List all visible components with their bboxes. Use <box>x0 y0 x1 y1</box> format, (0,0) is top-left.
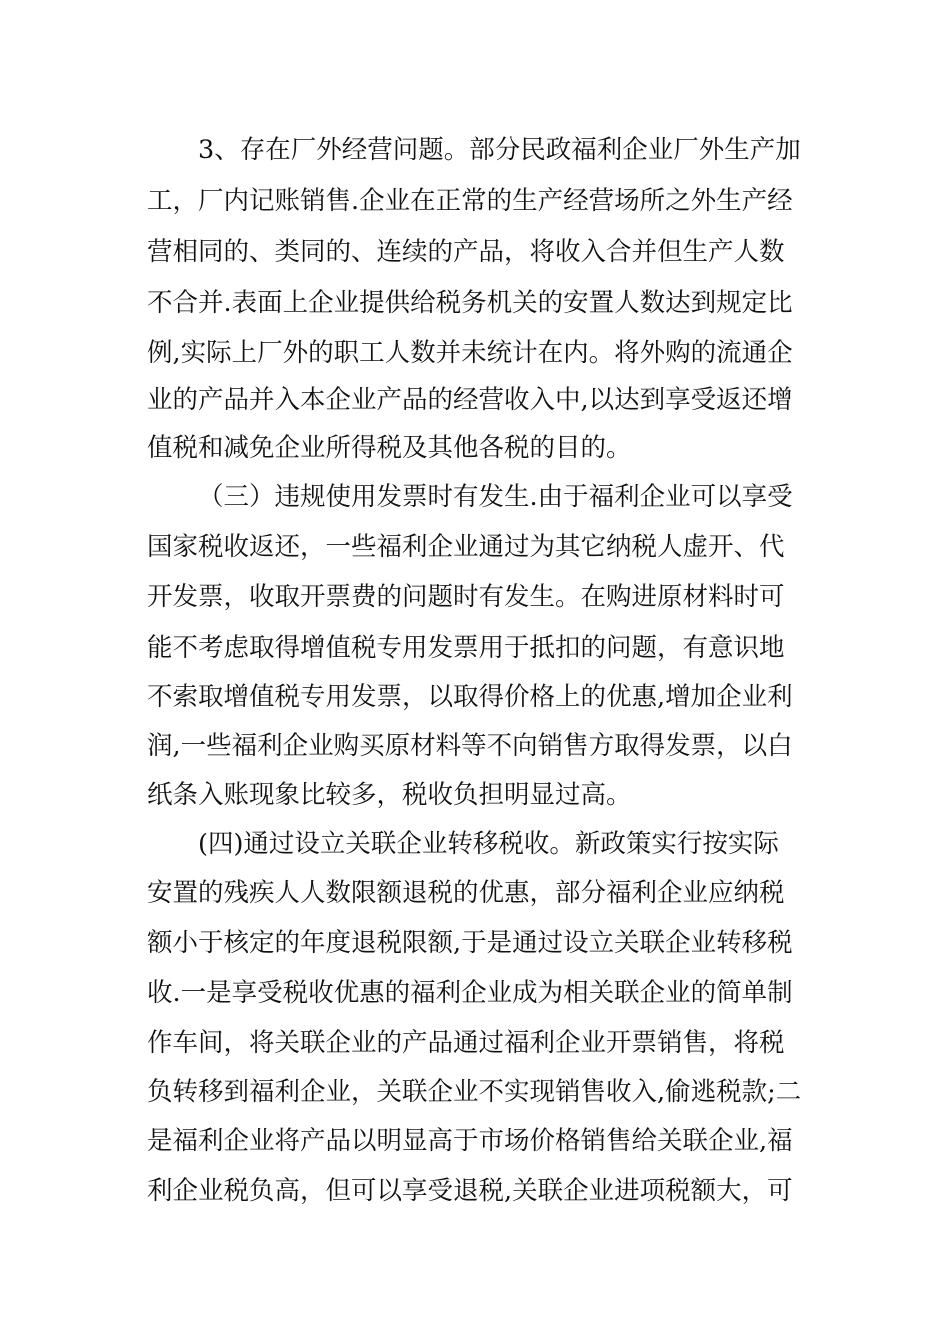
paragraph-2-line-6: 润,一些福利企业购买原材料等不向销售方取得发票，以白 <box>147 731 793 761</box>
paragraph-3-line-1: (四)通过设立关联企业转移税收。新政策实行按实际 <box>198 829 779 859</box>
paragraph-3-line-6: 负转移到福利企业，关联企业不实现销售收入,偷逃税款;二 <box>147 1077 802 1107</box>
paragraph-3-line-3: 额小于核定的年度退税限额,于是通过设立关联企业转移税 <box>147 928 793 958</box>
paragraph-2-line-3: 开发票，收取开票费的问题时有发生。在购进原材料时可 <box>147 582 785 612</box>
paragraph-3-line-2: 安置的残疾人人数限额退税的优惠，部分福利企业应纳税 <box>147 878 785 908</box>
paragraph-2-line-4: 能不考虑取得增值税专用发票用于抵扣的问题，有意识地 <box>147 633 785 663</box>
paragraph-3-line-4: 收.一是享受税收优惠的福利企业成为相关联企业的简单制 <box>147 978 793 1008</box>
paragraph-3-line-8: 利企业税负高，但可以享受退税,关联企业进项税额大，可 <box>147 1176 793 1206</box>
paragraph-1-line-2: 工，厂内记账销售.企业在正常的生产经营场所之外生产经 <box>147 186 793 216</box>
paragraph-2-line-2: 国家税收返还，一些福利企业通过为其它纳税人虚开、代 <box>147 532 785 562</box>
paragraph-1-line-1: 3、存在厂外经营问题。部分民政福利企业厂外生产加 <box>198 135 801 165</box>
paragraph-1-line-3: 营相同的、类同的、连续的产品，将收入合并但生产人数 <box>147 237 785 267</box>
paragraph-1-line-6: 业的产品并入本企业产品的经营收入中,以达到享受返还增 <box>147 385 793 415</box>
paragraph-3-line-5: 作车间，将关联企业的产品通过福利企业开票销售，将税 <box>147 1028 785 1058</box>
paragraph-1-line-7: 值税和减免企业所得税及其他各税的目的。 <box>147 433 632 463</box>
paragraph-2-line-7: 纸条入账现象比较多，税收负担明显过高。 <box>147 780 632 810</box>
paragraph-1-line-5: 例,实际上厂外的职工人数并未统计在内。将外购的流通企 <box>147 338 793 368</box>
paragraph-2-line-1: （三）违规使用发票时有发生.由于福利企业可以享受 <box>198 482 793 512</box>
paragraph-2-line-5: 不索取增值税专用发票，以取得价格上的优惠,增加企业利 <box>147 682 793 712</box>
paragraph-1-line-4: 不合并.表面上企业提供给税务机关的安置人数达到规定比 <box>147 288 793 318</box>
paragraph-3-line-7: 是福利企业将产品以明显高于市场价格销售给关联企业,福 <box>147 1126 793 1156</box>
